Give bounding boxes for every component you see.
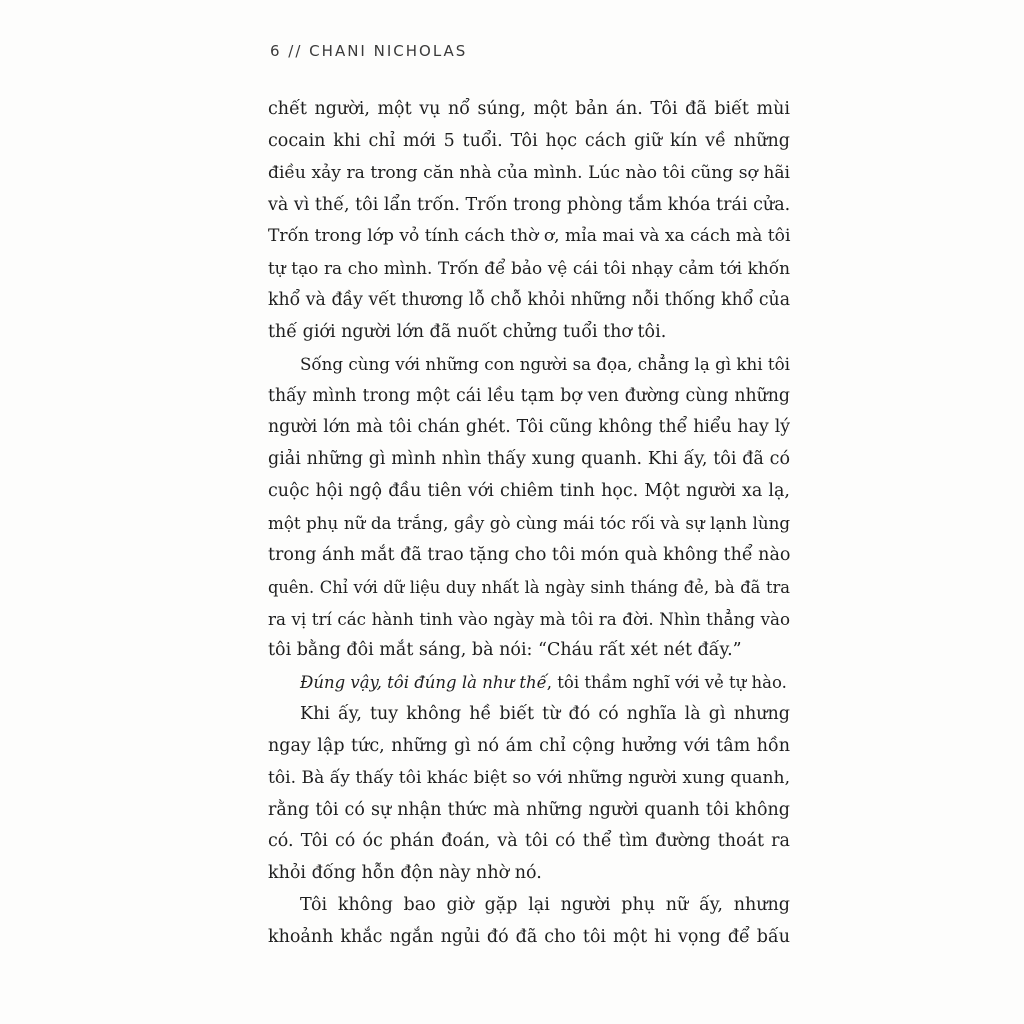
text-line: Sống cùng với những con người sa đọa, chẳng lạ gì khi tôi	[300, 353, 790, 374]
text-line: ngay lập tức, những gì nó ám chỉ cộng hưởng với tâm hồn	[268, 735, 790, 756]
running-head: 6 // CHANI NICHOLAS	[270, 42, 468, 60]
text-line	[268, 667, 790, 699]
text-line: thế giới người lớn đã nuốt chửng tuổi thơ tôi.	[268, 321, 667, 342]
text-line: Trốn trong lớp vỏ tính cách thờ ơ, mỉa mai và xa cách mà tôi	[268, 226, 791, 247]
text-line: Khi ấy, tuy không hề biết từ đó có nghĩa là gì nhưng	[300, 704, 790, 725]
text-line: khỏi đống hỗn độn này nhờ nó.	[268, 863, 542, 884]
text-line: có. Tôi có óc phán đoán, và tôi có thể tìm đường thoát ra	[268, 831, 790, 852]
text-line: người lớn mà tôi chán ghét. Tôi cũng không thể hiểu hay lý	[268, 417, 790, 438]
text-line: chết người, một vụ nổ súng, một bản án. Tôi đã biết mùi	[268, 99, 790, 119]
text-line: cocain khi chỉ mới 5 tuổi. Tôi học cách giữ kín về những	[268, 130, 790, 151]
text-line: rằng tôi có sự nhận thức mà những người quanh tôi không	[268, 799, 790, 820]
text-line: khoảnh khắc ngắn ngủi đó đã cho tôi một hi vọng để bấu	[268, 926, 790, 947]
text-line: giải những gì mình nhìn thấy xung quanh. Khi ấy, tôi đã có	[268, 449, 790, 470]
text-line: điều xảy ra trong căn nhà của mình. Lúc nào tôi cũng sợ hãi	[268, 162, 790, 183]
text-line: tôi. Bà ấy thấy tôi khác biệt so với những người xung quanh,	[268, 767, 790, 788]
body-text	[268, 94, 790, 954]
text-line: thấy mình trong một cái lều tạm bợ ven đường cùng những	[268, 385, 790, 406]
text-line: tôi bằng đôi mắt sáng, bà nói: “Cháu rất xét nét đấy.”	[268, 640, 742, 661]
text-line: ra vị trí các hành tinh vào ngày mà tôi ra đời. Nhìn thẳng vào	[268, 608, 790, 629]
text-line: trong ánh mắt đã trao tặng cho tôi món quà không thể nào	[268, 544, 791, 565]
text-line: Tôi không bao giờ gặp lại người phụ nữ ấy, nhưng	[300, 895, 790, 916]
text-line: một phụ nữ da trắng, gầy gò cùng mái tóc rối và sự lạnh lùng	[268, 512, 790, 533]
text-line: khổ và đầy vết thương lỗ chỗ khỏi những nỗi thống khổ của	[268, 290, 790, 311]
text-line: quên. Chỉ với dữ liệu duy nhất là ngày sinh tháng đẻ, bà đã tra	[268, 577, 790, 597]
text-line: cuộc hội ngộ đầu tiên với chiêm tinh học. Một người xa lạ,	[268, 481, 790, 502]
text-line: và vì thế, tôi lẩn trốn. Trốn trong phòng tắm khóa trái cửa.	[268, 194, 791, 215]
italic-phrase: Đúng vậy, tôi đúng là như thế	[300, 673, 547, 693]
text-line: tự tạo ra cho mình. Trốn để bảo vệ cái tôi nhạy cảm tới khốn	[268, 258, 790, 279]
text-span: , tôi thầm nghĩ với vẻ tự hào.	[546, 673, 787, 693]
